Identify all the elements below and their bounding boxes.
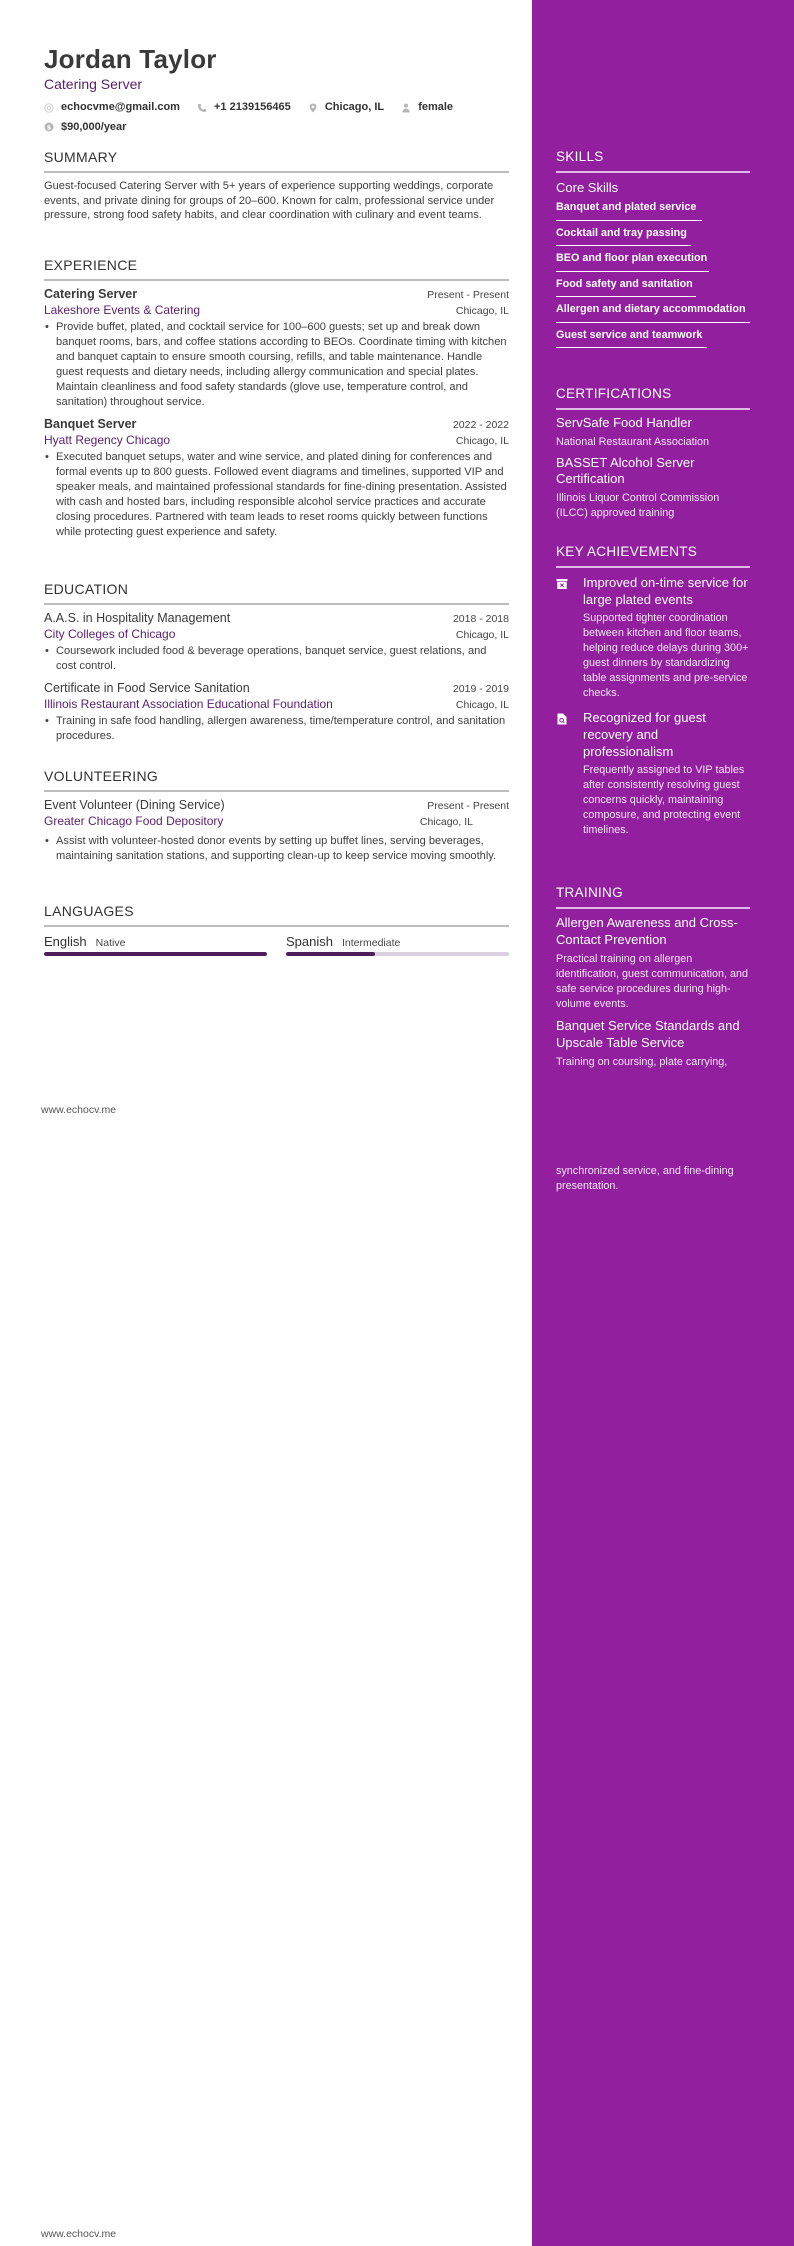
training-description-page2: synchronized service, and fine-dining presentation. [556, 1165, 734, 1192]
certification-issuer: Illinois Liquor Control Commission (ILCC) approved training [556, 491, 720, 519]
training-section [556, 884, 750, 1070]
achievement-description: Supported tighter coordination between kitchen and floor teams, helping reduce delays during 300+ guest dinners by standardizing table assignments and pre-service checks. [583, 612, 749, 699]
education-dates: 2018 - 2018 [452, 613, 509, 625]
dollar-coin-icon [44, 122, 54, 132]
education-section [44, 580, 509, 744]
volunteer-organization: Greater Chicago Food Depository [44, 814, 224, 828]
volunteer-role: Event Volunteer (Dining Service) [44, 798, 225, 812]
language-name: English [44, 934, 87, 949]
contact-gender: female [401, 99, 453, 116]
language-level: Native [95, 937, 126, 949]
skill-item: BEO and floor plan execution [556, 248, 709, 272]
person-icon [401, 103, 411, 113]
training-continued [556, 1164, 750, 1194]
degree: A.A.S. in Hospitality Management [44, 611, 231, 625]
certification-name: BASSET Alcohol Server Certification [556, 454, 695, 486]
achievement-item [556, 709, 750, 838]
training-title: Banquet Service Standards and Upscale Table Service [556, 1018, 740, 1050]
section-divider [556, 408, 750, 410]
section-divider [556, 907, 750, 909]
contact-salary: $ $90,000/year [44, 119, 126, 136]
candidate-title: Catering Server [44, 76, 143, 92]
archive-box-icon [556, 574, 583, 701]
section-heading: EDUCATION [44, 581, 129, 597]
certification-issuer: National Restaurant Association [556, 435, 710, 448]
achievements-section [556, 543, 750, 838]
certification-name: ServSafe Food Handler [556, 415, 692, 430]
section-heading: TRAINING [556, 885, 623, 900]
education-location: Chicago, IL [455, 699, 509, 711]
education-entry [44, 611, 509, 674]
volunteer-bullet: • Assist with volunteer-hosted donor events by setting up buffet lines, serving beverages, maintaining sanitation stations, and supporting clean-up to keep service moving smoothly. [45, 835, 497, 862]
training-description: Practical training on allergen identification, guest communication, and safe service procedures during high-volume events. [556, 953, 749, 1010]
contact-location: Chicago, IL [308, 99, 384, 116]
institution: City Colleges of Chicago [44, 627, 176, 641]
language-proficiency-bar [44, 952, 267, 956]
skill-item: Guest service and teamwork [556, 325, 707, 349]
skill-item: Cocktail and tray passing [556, 223, 691, 247]
contact-phone[interactable]: +1 2139156465 [197, 99, 291, 116]
section-heading: SUMMARY [44, 149, 118, 165]
section-divider [44, 925, 509, 927]
language-proficiency-bar [286, 952, 509, 956]
contact-info [44, 99, 514, 138]
employer: Hyatt Regency Chicago [44, 433, 171, 447]
section-divider [44, 790, 509, 792]
job-location: Chicago, IL [455, 305, 509, 317]
experience-entry [44, 287, 509, 410]
job-dates: Present - Present [427, 289, 509, 301]
section-divider [556, 171, 750, 173]
education-bullet: • Training in safe food handling, allergen awareness, time/temperature control, and sanitation procedures. [45, 715, 506, 742]
job-location: Chicago, IL [455, 435, 509, 447]
section-heading: CERTIFICATIONS [556, 386, 672, 401]
institution: Illinois Restaurant Association Educational Foundation [44, 697, 333, 711]
section-divider [556, 566, 750, 568]
footer-website-page1[interactable]: www.echocv.me [41, 1104, 117, 1116]
languages-section [44, 902, 509, 956]
volunteering-entry [44, 798, 509, 864]
section-heading: SKILLS [556, 149, 604, 164]
section-divider [44, 279, 509, 281]
training-description-page1: Training on coursing, plate carrying, [556, 1056, 728, 1068]
section-heading: VOLUNTEERING [44, 768, 159, 784]
contact-email[interactable]: echocvme@gmail.com [44, 99, 180, 116]
section-heading: KEY ACHIEVEMENTS [556, 544, 698, 559]
volunteer-dates: Present - Present [427, 800, 509, 812]
education-dates: 2019 - 2019 [452, 683, 509, 695]
experience-section [44, 256, 509, 540]
skill-item: Allergen and dietary accommodation [556, 299, 750, 323]
employer: Lakeshore Events & Catering [44, 303, 201, 317]
skill-item: Food safety and sanitation [556, 274, 696, 298]
language-level: Intermediate [341, 937, 401, 949]
document-search-icon [556, 709, 583, 838]
section-heading: LANGUAGES [44, 903, 134, 919]
experience-entry [44, 417, 509, 540]
education-location: Chicago, IL [455, 629, 509, 641]
certifications-section [556, 385, 750, 521]
job-title: Banquet Server [44, 417, 137, 431]
section-divider [44, 603, 509, 605]
summary-text: Guest-focused Catering Server with 5+ years of experience supporting weddings, corporate events, and private dining for groups of 20–600. Known for calm, professional service under pressure, strong food safety habits, and clear coordination with culinary and event teams. [44, 180, 495, 222]
skill-item: Banquet and plated service [556, 197, 702, 221]
skills-section [556, 148, 750, 348]
volunteering-section [44, 767, 509, 864]
phone-icon [197, 103, 207, 113]
achievement-title: Recognized for guest recovery and professionalism [583, 710, 706, 759]
job-title: Catering Server [44, 287, 138, 301]
location-pin-icon [308, 103, 318, 113]
volunteer-location: Chicago, IL [419, 816, 473, 828]
at-icon [44, 103, 54, 113]
education-entry [44, 681, 509, 744]
achievement-description: Frequently assigned to VIP tables after consistently resolving guest concerns quickly, maintaining composure, and protecting event timelines. [583, 764, 745, 836]
achievement-title: Improved on-time service for large plated events [583, 575, 748, 607]
job-bullet: • Executed banquet setups, water and wine service, and plated dining for conferences and formal events up to 800 guests. Followed event diagrams and timelines, supported VIP and speaker meals, and maintained professional standards for fine-dining presentation. Assisted with cash and hosted bars, including responsible alcohol service practices and accurate closing procedures. Partnered with team leads to reset rooms quickly between functions while protecting guest experience and safety. [45, 451, 507, 538]
job-bullet: • Provide buffet, plated, and cocktail service for 100–600 guests; set up and break down banquet rooms, bars, and coffee stations according to BEOs. Coordinate timing with kitchen and banquet captain to ensure smooth coursing, refills, and table maintenance. Handle guest requests and dietary needs, including allergy communication and special plates. Maintain cleanliness and food safety standards (glove use, temperature control, and sanitation) throughout service. [45, 321, 507, 408]
education-bullet: • Coursework included food & beverage operations, banquet service, guest relations, and cost control. [45, 645, 487, 672]
candidate-name: Jordan Taylor [44, 44, 217, 74]
section-heading: EXPERIENCE [44, 257, 138, 273]
degree: Certificate in Food Service Sanitation [44, 681, 250, 695]
language-item [286, 934, 509, 956]
job-dates: 2022 - 2022 [452, 419, 509, 431]
summary-section [44, 148, 509, 223]
language-name: Spanish [286, 934, 333, 949]
language-item [44, 934, 267, 956]
svg-text:$: $ [46, 123, 52, 132]
section-divider [44, 171, 509, 173]
footer-website-page2[interactable]: www.echocv.me [41, 2228, 117, 2240]
achievement-item [556, 574, 750, 701]
training-title: Allergen Awareness and Cross-Contact Prevention [556, 915, 738, 947]
skill-group-title: Core Skills [556, 180, 619, 195]
